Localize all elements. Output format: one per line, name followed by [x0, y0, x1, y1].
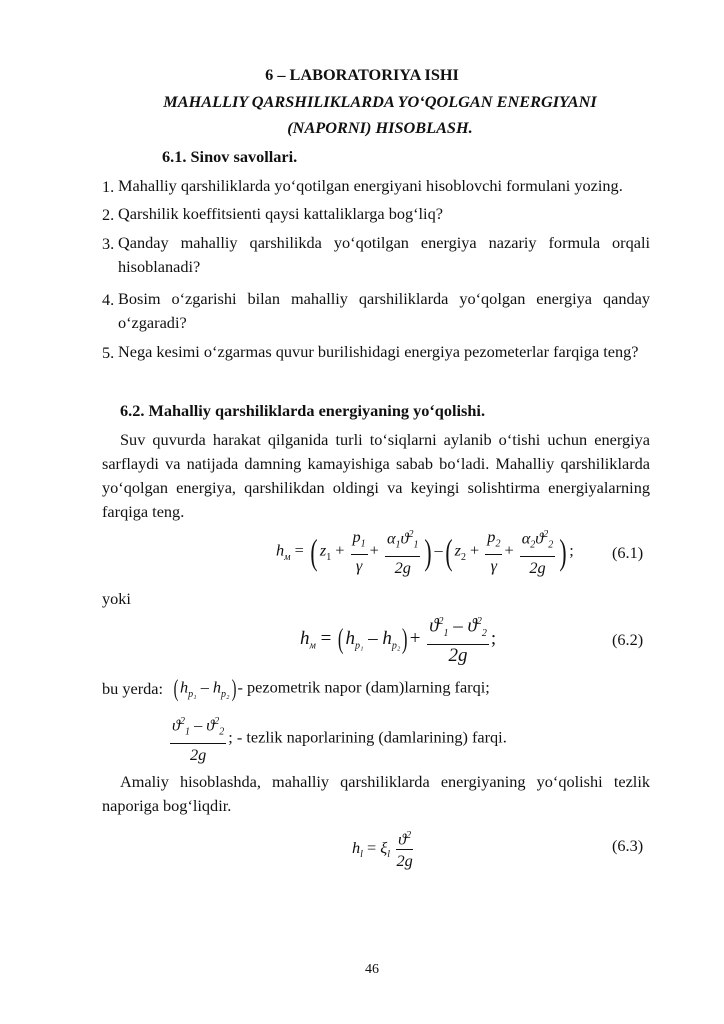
question-item: Qanday mahalliy qarshilikda yo‘qotilgan energiya nazariy formula orqali hisoblanadi? [118, 233, 650, 276]
question-number: 3. [102, 234, 115, 253]
paragraph-practical: Amaliy hisoblashda, mahalliy qarshiliklarda energiyaning yo‘qolishi tezlik naporiga bog‘liqdir. [102, 772, 650, 815]
where-item-velocity: $\frac{ϑ^2_1 - ϑ^2_2}{2g}$ ; - tezlik naporlarining (damlarining) farqi. [168, 712, 507, 766]
question-item: Qarshilik koeffitsienti qaysi kattaliklarga bog‘liq? [118, 204, 443, 223]
equation-6-1: $h_м$ = ( $z_1$ + $\frac{p_1}{\gamma}$ + $\frac{\alpha_1ϑ^2_1}{2g}$ ) –( $z_2$ + $\frac{p_2}{\gamma}$ + $\frac{\alpha_2ϑ^2_2}{2g}$ ) ; [276, 526, 574, 577]
question-number: 5. [102, 343, 115, 362]
or-word: yoki [102, 589, 131, 608]
lab-title: 6 – LABORATORIYA ISHI [265, 65, 459, 84]
section-heading-energy-loss: 6.2. Mahalliy qarshiliklarda energiyaning yo‘qolishi. [120, 401, 486, 420]
equation-6-2: $h_м = (h_{p_1} - h_{p_2})+$ $\frac{ϑ^2_1 - ϑ^2_2}{2g}$ ; [300, 612, 496, 667]
question-item: Nega kesimi o‘zgarmas quvur burilishidagi energiya pezometerlar farqiga teng? [118, 342, 639, 361]
equation-number: (6.1) [612, 543, 644, 562]
question-item: Bosim o‘zgarishi bilan mahalliy qarshiliklarda yo‘qolgan energiya qanday o‘zgaradi? [118, 289, 650, 332]
topic-title-line2: (NAPORNI) HISOBLASH. [287, 118, 473, 137]
equation-number: (6.2) [612, 630, 644, 649]
equation-6-3: $h_l = \xi_l$ $\frac{ϑ^2}{2g}$ [352, 826, 415, 872]
question-number: 1. [102, 177, 115, 196]
paragraph-intro: Suv quvurda harakat qilganida turli to‘siqlarni aylanib o‘tishi uchun energiya sarflaydi va natijada damning kamayishiga sabab bo‘ladi. Mahalliy qarshiliklarda yo‘qolgan energiya, qarshilikdan oldingi va keyingi solishtirma energiyalarning farqiga teng. [102, 430, 650, 521]
question-number: 2. [102, 205, 115, 224]
where-label: bu yerda: [102, 679, 164, 698]
equation-number: (6.3) [612, 836, 644, 855]
where-item-pressure: $(h_{p_1} - h_{p_2})-$ pezometrik napor (dam)larning farqi; [173, 676, 490, 702]
page-number: 46 [365, 962, 379, 977]
question-item: Mahalliy qarshiliklarda yo‘qotilgan energiyani hisoblovchi formulani yozing. [118, 176, 623, 195]
section-heading-questions: 6.1. Sinov savollari. [162, 147, 298, 166]
topic-title-line1: MAHALLIY QARSHILIKLARDA YO‘QOLGAN ENERGIYANI [163, 92, 597, 111]
question-number: 4. [102, 290, 115, 309]
